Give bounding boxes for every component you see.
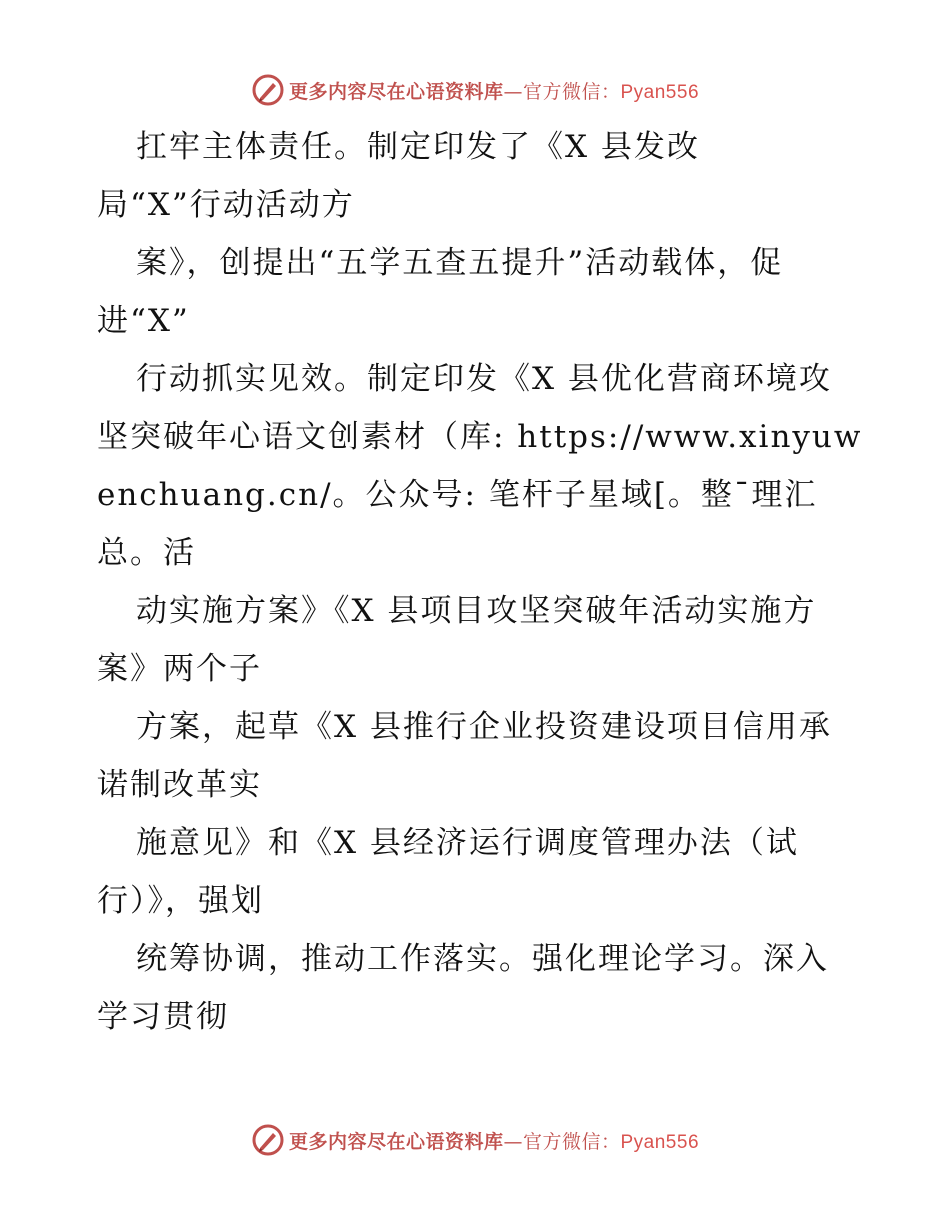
body-line: 案》两个子 — [97, 651, 262, 687]
header-dash: — — [503, 80, 523, 103]
body-line: 案》，创提出“五学五查五提升”活动载体，促 — [136, 245, 784, 281]
footer-text — [289, 1127, 699, 1154]
body-line: 学习贯彻 — [97, 999, 229, 1035]
pen-logo-icon — [251, 73, 285, 107]
pen-logo-icon — [251, 1123, 285, 1157]
header-lead: 更多内容尽在心语资料库 — [288, 80, 504, 103]
body-line: 行动抓实见效。制定印发《X 县优化营商环境攻 — [136, 361, 832, 397]
header-banner — [0, 70, 950, 110]
body-line: 方案，起草《X 县推行企业投资建设项目信用承 — [136, 709, 832, 745]
header-wechat-id: Pyan556 — [620, 81, 700, 103]
footer-wechat-label: 官方微信： — [522, 1130, 621, 1153]
body-line: 进“X” — [97, 303, 190, 339]
body-line: 坚突破年心语文创素材（库: https://www.xinyuw — [97, 419, 863, 455]
body-line: 诺制改革实 — [97, 767, 262, 803]
header-text — [289, 77, 699, 104]
footer-banner — [0, 1120, 950, 1160]
body-line: 总。活 — [97, 535, 196, 571]
body-line: 统筹协调，推动工作落实。强化理论学习。深入 — [136, 941, 829, 977]
body-line: 动实施方案》《X 县项目攻坚突破年活动实施方 — [136, 593, 817, 629]
footer-lead: 更多内容尽在心语资料库 — [288, 1130, 504, 1153]
body-line: 局“X”行动活动方 — [97, 187, 355, 223]
body-line: 施意见》和《X 县经济运行调度管理办法（试 — [136, 825, 799, 861]
footer-wechat-id: Pyan556 — [620, 1131, 700, 1153]
document-body — [97, 118, 863, 1046]
footer-dash: — — [503, 1130, 523, 1153]
body-line: 行）》，强划 — [97, 883, 264, 919]
header-wechat-label: 官方微信： — [522, 80, 621, 103]
body-line: enchuang.cn/。公众号: 笔杆子星域[。整¯理汇 — [97, 477, 818, 513]
body-line: 扛牢主体责任。制定印发了《X 县发改 — [136, 129, 700, 165]
